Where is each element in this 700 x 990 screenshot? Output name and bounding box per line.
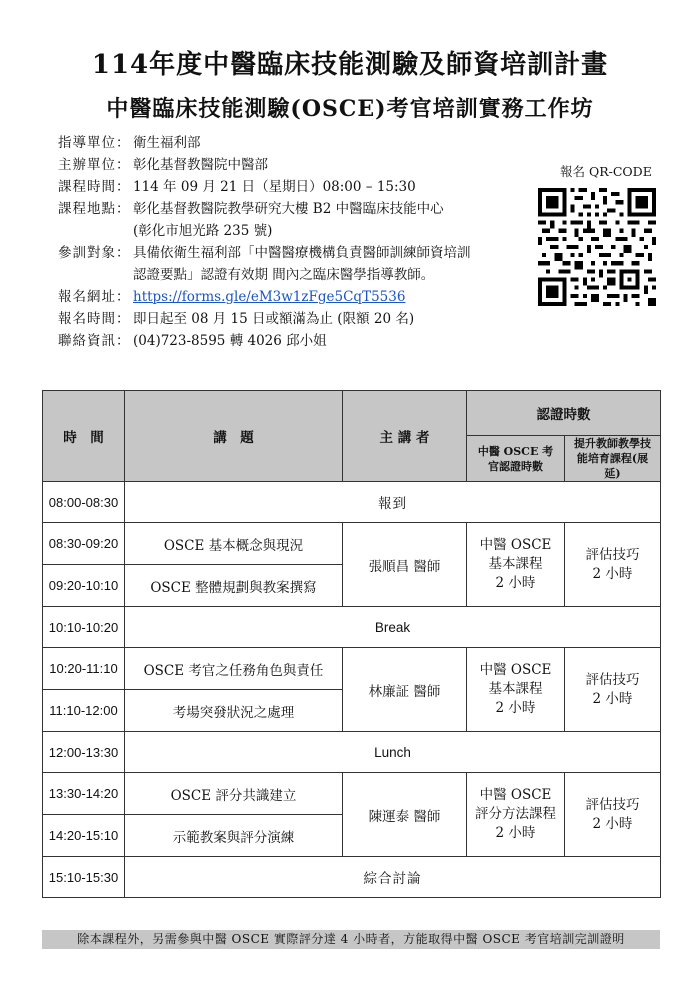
- row-time: 13:30-14:20: [43, 773, 125, 815]
- row-topic: 示範教案與評分演練: [125, 815, 343, 857]
- guidance-value: 衛生福利部: [133, 135, 201, 151]
- speaker-cell: 張順昌 醫師: [343, 523, 467, 607]
- page-title: 114年度中醫臨床技能測驗及師資培訓計畫: [91, 50, 609, 80]
- osce-credit-line: 中醫 OSCE: [479, 662, 552, 678]
- footer-note: 除本課程外，另需參與中醫 OSCE 實際評分達 4 小時者，方能取得中醫 OSCE 考官培訓完訓證明: [42, 930, 660, 949]
- time-label: 課程時間：: [58, 179, 131, 195]
- register-label: 報名時間：: [58, 311, 131, 327]
- host-label: 主辦單位：: [58, 157, 131, 173]
- place-label: 課程地點：: [58, 201, 131, 217]
- row-time: 08:30-09:20: [43, 523, 125, 565]
- teacher-credit-line: 評估技巧: [585, 671, 640, 688]
- registration-link[interactable]: https://forms.gle/eM3w1zFge5CqT5536: [133, 289, 406, 305]
- url-label: 報名網址：: [58, 289, 131, 305]
- info-register: [58, 308, 528, 330]
- osce-credit-line: 2 小時: [495, 700, 536, 716]
- header-time: 時 間: [43, 391, 125, 482]
- teacher-credit-line: 2 小時: [592, 815, 633, 832]
- info-target: [58, 242, 528, 264]
- row-time: 08:00-08:30: [43, 482, 125, 523]
- osce-credit-cell: [467, 648, 565, 732]
- osce-credit-line: 評分方法課程: [475, 806, 556, 822]
- header-credit-teacher: 提升教師教學技能培育課程(展延): [565, 436, 661, 482]
- place-address: (彰化市旭光路 235 號): [133, 223, 273, 239]
- row-topic: OSCE 考官之任務角色與責任: [125, 648, 343, 690]
- page-subtitle: 中醫臨床技能測驗(OSCE)考官培訓實務工作坊: [106, 96, 594, 122]
- speaker-cell: 陳運泰 醫師: [343, 773, 467, 857]
- teacher-credit-cell: [565, 523, 661, 607]
- header-speaker: 主 講 者: [343, 391, 467, 482]
- osce-credit-line: 2 小時: [495, 575, 536, 591]
- osce-credit-cell: [467, 773, 565, 857]
- row-full-label: Lunch: [125, 732, 661, 773]
- target-label: 參訓對象：: [58, 245, 131, 261]
- row-time: 10:10-10:20: [43, 607, 125, 648]
- event-info: [58, 132, 528, 352]
- host-value: 彰化基督教醫院中醫部: [133, 157, 268, 173]
- header-credits: 認證時數: [467, 391, 661, 436]
- teacher-credit-cell: [565, 648, 661, 732]
- target-value-line1: 具備依衛生福利部「中醫醫療機構負責醫師訓練師資培訓: [133, 245, 471, 261]
- register-value: 即日起至 08 月 15 日或額滿為止 (限額 20 名): [133, 311, 415, 327]
- row-topic: 考場突發狀況之處理: [125, 690, 343, 732]
- teacher-credit-line: 評估技巧: [585, 796, 640, 813]
- osce-credit-line: 基本課程: [488, 681, 543, 697]
- teacher-credit-cell: [565, 773, 661, 857]
- teacher-credit-line: 2 小時: [592, 690, 633, 707]
- row-topic: OSCE 基本概念與現況: [125, 523, 343, 565]
- row-full-label: 綜合討論: [125, 857, 661, 898]
- osce-credit-line: 2 小時: [495, 825, 536, 841]
- info-contact: [58, 330, 528, 352]
- teacher-credit-line: 2 小時: [592, 565, 633, 582]
- teacher-credit-line: 評估技巧: [585, 546, 640, 563]
- contact-label: 聯絡資訊：: [58, 333, 131, 349]
- info-guidance: [58, 132, 528, 154]
- time-value: 114 年 09 月 21 日（星期日）08:00 – 15:30: [133, 179, 416, 195]
- row-full-label: Break: [125, 607, 661, 648]
- osce-credit-cell: [467, 523, 565, 607]
- speaker-cell: 林廉証 醫師: [343, 648, 467, 732]
- contact-value: (04)723-8595 轉 4026 邱小姐: [133, 333, 327, 349]
- info-time: [58, 176, 528, 198]
- header-credit-osce: 中醫 OSCE 考官認證時數: [467, 436, 565, 482]
- place-value: 彰化基督教醫院教學研究大樓 B2 中醫臨床技能中心: [133, 201, 444, 217]
- guidance-label: 指導單位：: [58, 135, 131, 151]
- qr-code[interactable]: [538, 188, 656, 306]
- header-topic: 講 題: [125, 391, 343, 482]
- osce-credit-line: 基本課程: [488, 556, 543, 572]
- osce-credit-line: 中醫 OSCE: [479, 787, 552, 803]
- row-time: 11:10-12:00: [43, 690, 125, 732]
- target-value-line2: 認證要點」認證有效期 間內之臨床醫學指導教師。: [133, 267, 435, 283]
- row-time: 14:20-15:10: [43, 815, 125, 857]
- row-topic: OSCE 整體規劃與教案撰寫: [125, 565, 343, 607]
- qr-label: 報名 QR-CODE: [560, 164, 652, 179]
- row-topic: OSCE 評分共識建立: [125, 773, 343, 815]
- info-host: [58, 154, 528, 176]
- row-full-label: 報到: [125, 482, 661, 523]
- row-time: 15:10-15:30: [43, 857, 125, 898]
- row-time: 12:00-13:30: [43, 732, 125, 773]
- info-url: [58, 286, 528, 308]
- row-time: 10:20-11:10: [43, 648, 125, 690]
- row-time: 09:20-10:10: [43, 565, 125, 607]
- schedule-table: [42, 390, 661, 898]
- osce-credit-line: 中醫 OSCE: [479, 537, 552, 553]
- info-place: [58, 198, 528, 220]
